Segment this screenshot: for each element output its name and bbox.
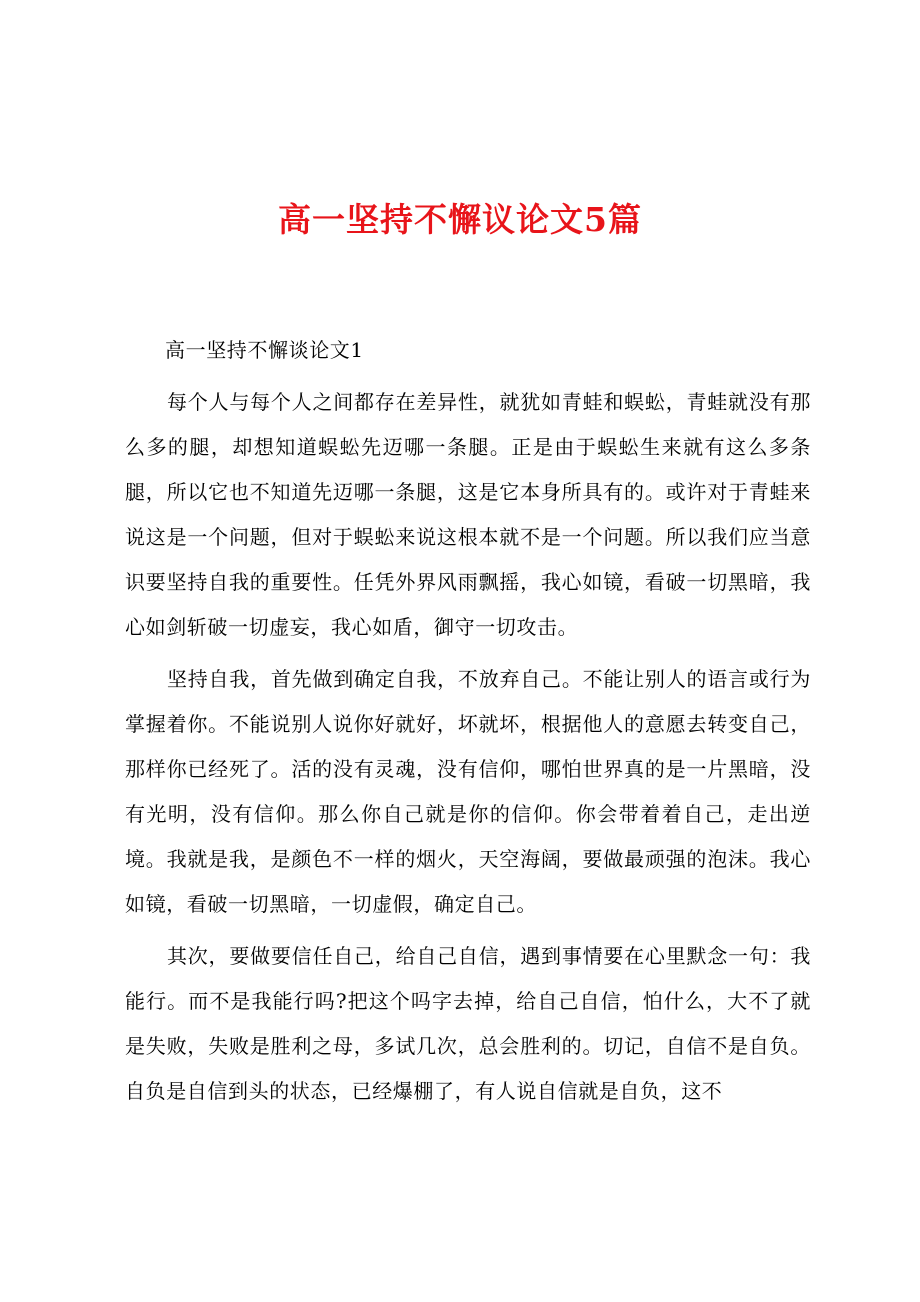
document-body — [125, 328, 811, 1121]
document-title: 高一坚持不懈议论文5篇 — [278, 200, 642, 239]
paragraph-3: 其次，要做要信任自己，给自己自信，遇到事情要在心里默念一句：我能行。而不是我能行吗?把这个吗字去掉，给自己自信，怕什么，大不了就是失败，失败是胜利之母，多试几次，总会胜利的。切记，自信不是自负。自负是自信到头的状态，已经爆棚了，有人说自信就是自负，这不 — [125, 944, 811, 1103]
paragraph-1: 每个人与每个人之间都存在差异性，就犹如青蛙和蜈蚣，青蛙就没有那么多的腿，却想知道蜈蚣先迈哪一条腿。正是由于蜈蚣生来就有这么多条腿，所以它也不知道先迈哪一条腿，这是它本身所具有的。或许对于青蛙来说这是一个问题，但对于蜈蚣来说这根本就不是一个问题。所以我们应当意识要坚持自我的重要性。任凭外界风雨飘摇，我心如镜，看破一切黑暗，我心如剑斩破一切虚妄，我心如盾，御守一切攻击。 — [125, 390, 811, 639]
section-heading: 高一坚持不懈谈论文1 — [165, 338, 364, 362]
paragraph-2: 坚持自我，首先做到确定自我，不放弃自己。不能让别人的语言或行为掌握着你。不能说别人说你好就好，坏就坏，根据他人的意愿去转变自己，那样你已经死了。活的没有灵魂，没有信仰，哪怕世界真的是一片黑暗，没有光明，没有信仰。那么你自己就是你的信仰。你会带着着自己，走出逆境。我就是我，是颜色不一样的烟火，天空海阔，要做最顽强的泡沫。我心如镜，看破一切黑暗，一切虚假，确定自己。 — [125, 667, 811, 916]
